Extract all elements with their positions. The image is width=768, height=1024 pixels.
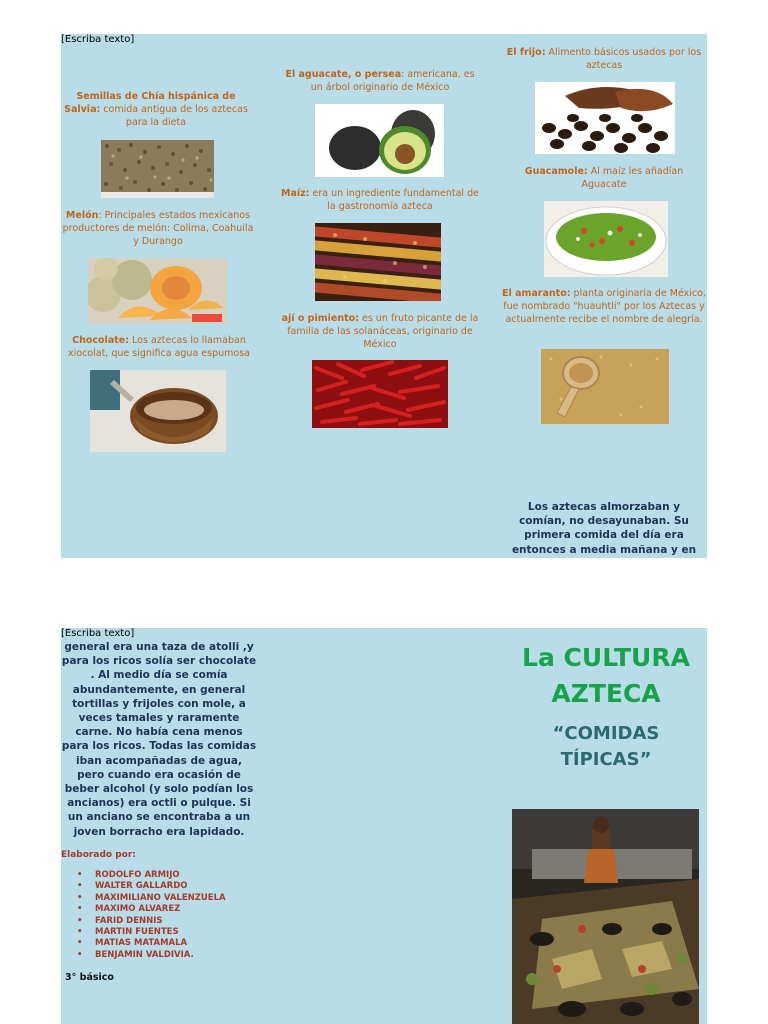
caption-frijo [501, 46, 707, 72]
corn-image [315, 223, 441, 301]
list-item: • MAXIMO ALVAREZ [61, 904, 226, 915]
cacao-beans-image [535, 82, 675, 154]
caption-guacamole [501, 165, 707, 191]
avocado-image [315, 104, 444, 177]
caption-guacamole-name: Guacamole: [524, 166, 588, 177]
header-placeholder-2[interactable]: [Escriba texto] [61, 628, 135, 639]
chia-seeds-image [101, 140, 214, 198]
list-item: • BENJAMIN VALDIVIA. [61, 950, 226, 961]
caption-chia [61, 90, 251, 129]
brochure-page-1 [61, 34, 707, 558]
title-line-2: AZTECA [551, 679, 661, 708]
list-item: • MAXIMILIANO VALENZUELA [61, 893, 226, 904]
caption-avocado-name: El aguacate, o persea [285, 69, 402, 80]
grade-label: 3° básico [65, 972, 114, 983]
page-subtitle [507, 721, 705, 773]
list-item: • RODOLFO ARMIJO [61, 870, 226, 881]
page-title [507, 640, 705, 712]
brochure-page-2 [61, 628, 707, 1024]
intro-paragraph: Los aztecas almorzaban y comían, no desayunaban. Su primera comida del día era entonces a media mañana y en [511, 501, 697, 556]
caption-frijo-name: El frijo: [506, 47, 546, 58]
caption-corn-name: Maíz: [281, 188, 310, 199]
title-line-1: La CULTURA [522, 643, 690, 672]
list-item: • MARTIN FUENTES [61, 927, 226, 938]
caption-chia-desc: comida antigua de los aztecas para la dieta [100, 104, 248, 128]
caption-amaranth [501, 287, 707, 326]
guacamole-image [544, 201, 668, 277]
amaranth-image [541, 349, 669, 424]
caption-corn [281, 187, 479, 213]
caption-melon [61, 209, 255, 248]
caption-chia-name: Semillas de Chía hispánica de Salvia: [64, 91, 236, 115]
chocolate-image [90, 370, 226, 452]
caption-chocolate-desc: Los aztecas lo llamaban xiocolat, que significa agua espumosa [68, 335, 250, 359]
caption-chocolate [63, 334, 255, 360]
continued-paragraph: general era una taza de atolli ,y para los ricos solía ser chocolate . Al medio día se comía abundantemente, en general tortillas y frijoles con mole, a veces tamales y raramente carne. No había cena menos para los ricos. Todas las comidas iban acompañadas de agua, pero cuando era ocasión de beber alcohol (y solo podían los ancianos) era octli o pulque. Si un anciano se encontraba a un joven borracho era lapidado. [61, 641, 257, 838]
caption-amaranth-desc: planta originaria de México, fue nombrado "huauhtli" por los Aztecas y actualmente recibe el nombre de alegría. [503, 288, 706, 325]
subtitle-line-2: TÍPICAS” [560, 749, 652, 770]
caption-chili [281, 312, 479, 351]
chili-image [312, 360, 448, 428]
subtitle-line-1: “COMIDAS [552, 723, 660, 744]
authors-label: Elaborado por: [61, 850, 136, 860]
caption-guacamole-desc: Al maíz les añadían Aguacate [581, 166, 684, 190]
caption-melon-desc: : Principales estados mexicanos productores de melón: Colima, Coahuila y Durango [62, 210, 254, 247]
list-item: • FARID DENNIS [61, 916, 226, 927]
caption-avocado-desc: : americana, es un árbol originario de México [310, 69, 475, 93]
header-placeholder[interactable]: [Escriba texto] [61, 34, 135, 45]
list-item: • WALTER GALLARDO [61, 881, 226, 892]
caption-chocolate-name: Chocolate: [72, 335, 130, 346]
caption-amaranth-name: El amaranto: [502, 288, 571, 299]
caption-chili-name: ají o pimiento: [281, 313, 359, 324]
authors-list [61, 870, 226, 961]
aztec-food-display-image [512, 809, 699, 1024]
melon-image [88, 258, 227, 324]
caption-avocado [281, 68, 479, 94]
list-item: • MATIAS MATAMALA [61, 938, 226, 949]
caption-corn-desc: era un ingrediente fundamental de la gastronomía azteca [309, 188, 479, 212]
caption-frijo-desc: Alimento básicos usados por los aztecas [545, 47, 702, 71]
caption-chili-desc: es un fruto picante de la familia de las solanáceas, originario de México [287, 313, 479, 350]
caption-melon-name: Melón [65, 210, 99, 221]
